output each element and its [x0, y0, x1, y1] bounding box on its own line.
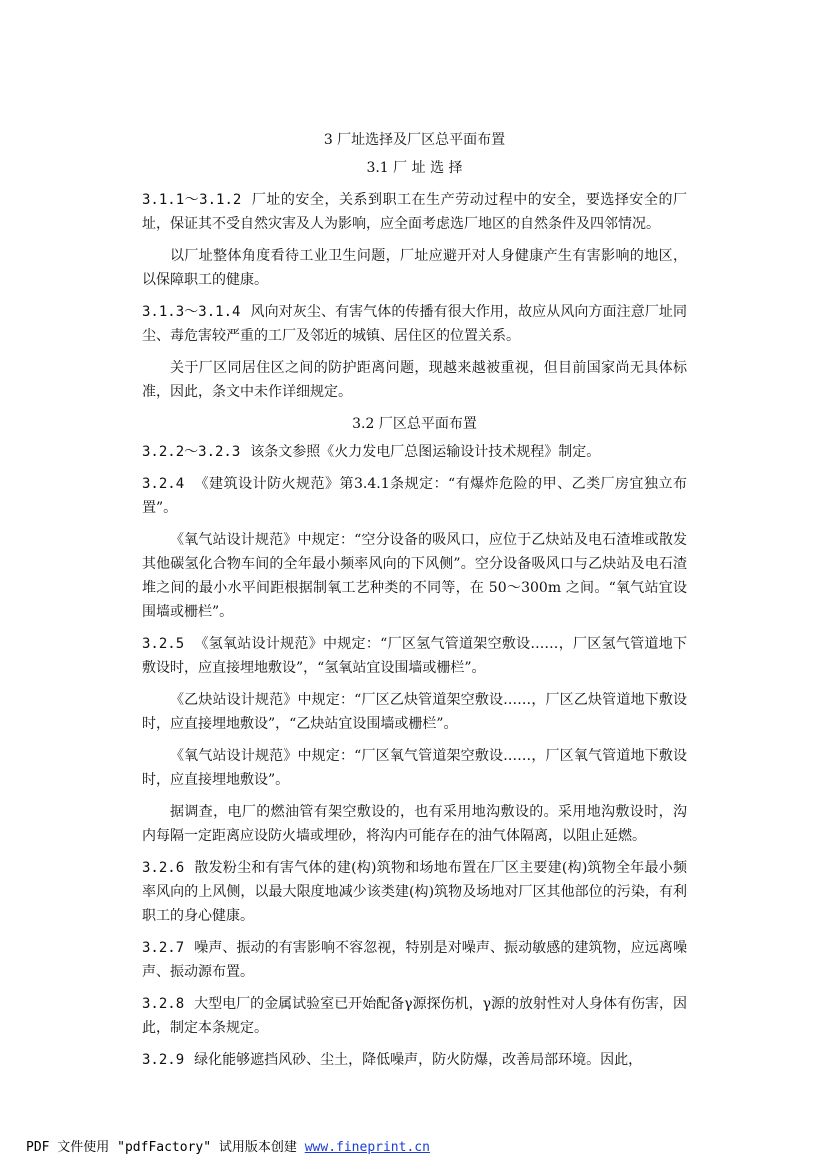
paragraph-text: 噪声、振动的有害影响不容忽视，特别是对噪声、振动敏感的建筑物，应远离噪声、振动源布置。 — [142, 940, 687, 980]
pdf-footer — [26, 1136, 430, 1155]
paragraph — [142, 356, 687, 404]
chapter-title: 3 厂址选择及厂区总平面布置 — [323, 132, 506, 148]
paragraph-3-1-1 — [142, 188, 687, 236]
clause-number: 3.2.8 — [142, 996, 185, 1012]
paragraph-3-2-7 — [142, 936, 687, 984]
section-title-3-2: 3.2 厂区总平面布置 — [352, 416, 477, 432]
section-title-3-1: 3.1 厂 址 选 择 — [366, 160, 463, 176]
paragraph — [142, 688, 687, 736]
paragraph — [142, 528, 687, 624]
paragraph-text: 《氢氧站设计规范》中规定：“厂区氢气管道架空敷设……，厂区氢气管道地下敷设时，应直接埋地敷设”，“氢氧站宜设围墙或栅栏”。 — [142, 636, 687, 676]
paragraph-3-2-2 — [142, 440, 687, 464]
paragraph — [142, 744, 687, 792]
paragraph-text: 绿化能够遮挡风砂、尘土，降低噪声，防火防爆，改善局部环境。因此， — [194, 1052, 643, 1068]
document-page — [142, 128, 687, 1080]
paragraph-text: 《氧气站设计规范》中规定：“厂区氧气管道架空敷设……，厂区氧气管道地下敷设时，应直接埋地敷设”。 — [142, 748, 687, 788]
paragraph-text: 《氧气站设计规范》中规定：“空分设备的吸风口，应位于乙炔站及电石渣堆或散发其他碳氢化合物车间的全年最小频率风向的下风侧”。空分设备吸风口与乙炔站及电石渣堆之间的最小水平间距根据制氧工艺种类的不同等，在 50～300m 之间。“氧气站宜设围墙或栅栏”。 — [142, 532, 687, 620]
footer-text: PDF 文件使用 "pdfFactory" 试用版本创建 — [26, 1140, 305, 1155]
footer-link[interactable]: www.fineprint.cn — [304, 1140, 430, 1155]
paragraph-3-2-5 — [142, 632, 687, 680]
paragraph — [142, 800, 687, 848]
clause-number: 3.2.9 — [142, 1052, 185, 1068]
clause-number: 3.2.7 — [142, 940, 185, 956]
clause-number: 3.2.2～3.2.3 — [142, 444, 241, 460]
paragraph-text: 大型电厂的金属试验室已开始配备γ源探伤机，γ源的放射性对人身体有伤害，因此，制定本条规定。 — [142, 996, 687, 1036]
clause-number: 3.2.5 — [142, 636, 185, 652]
paragraph-3-2-6 — [142, 856, 687, 928]
clause-number: 3.1.1～3.1.2 — [142, 192, 242, 208]
paragraph-text: 《建筑设计防火规范》第3.4.1条规定：“有爆炸危险的甲、乙类厂房宜独立布置”。 — [142, 476, 687, 516]
clause-number: 3.1.3～3.1.4 — [142, 304, 241, 320]
paragraph-3-2-9 — [142, 1048, 687, 1072]
paragraph-3-2-4 — [142, 472, 687, 520]
paragraph-3-2-8 — [142, 992, 687, 1040]
clause-number: 3.2.4 — [142, 476, 185, 492]
paragraph-text: 《乙炔站设计规范》中规定：“厂区乙炔管道架空敷设……，厂区乙炔管道地下敷设时，应直接埋地敷设”，“乙炔站宜设围墙或栅栏”。 — [142, 692, 687, 732]
clause-number: 3.2.6 — [142, 860, 185, 876]
paragraph-text: 据调查，电厂的燃油管有架空敷设的，也有采用地沟敷设的。采用地沟敷设时，沟内每隔一定距离应设防火墙或埋砂，将沟内可能存在的油气体隔离，以阻止延燃。 — [142, 804, 687, 844]
paragraph-text: 以厂址整体角度看待工业卫生问题，厂址应避开对人身健康产生有害影响的地区，以保障职工的健康。 — [142, 248, 687, 288]
paragraph-text: 散发粉尘和有害气体的建(构)筑物和场地布置在厂区主要建(构)筑物全年最小频率风向的上风侧，以最大限度地减少该类建(构)筑物及场地对厂区其他部位的污染，有利职工的身心健康。 — [142, 860, 687, 924]
paragraph-text: 风向对灰尘、有害气体的传播有很大作用，故应从风向方面注意厂址同尘、毒危害较严重的工厂及邻近的城镇、居住区的位置关系。 — [142, 304, 687, 344]
paragraph-text: 厂址的安全，关系到职工在生产劳动过程中的安全，要选择安全的厂址，保证其不受自然灾害及人为影响，应全面考虑选厂地区的自然条件及四邻情况。 — [142, 192, 688, 232]
paragraph — [142, 244, 687, 292]
paragraph-3-1-3 — [142, 300, 687, 348]
paragraph-text: 关于厂区同居住区之间的防护距离问题，现越来越被重视，但目前国家尚无具体标准，因此，条文中未作详细规定。 — [142, 360, 687, 400]
paragraph-text: 该条文参照《火力发电厂总图运输设计技术规程》制定。 — [250, 444, 601, 460]
